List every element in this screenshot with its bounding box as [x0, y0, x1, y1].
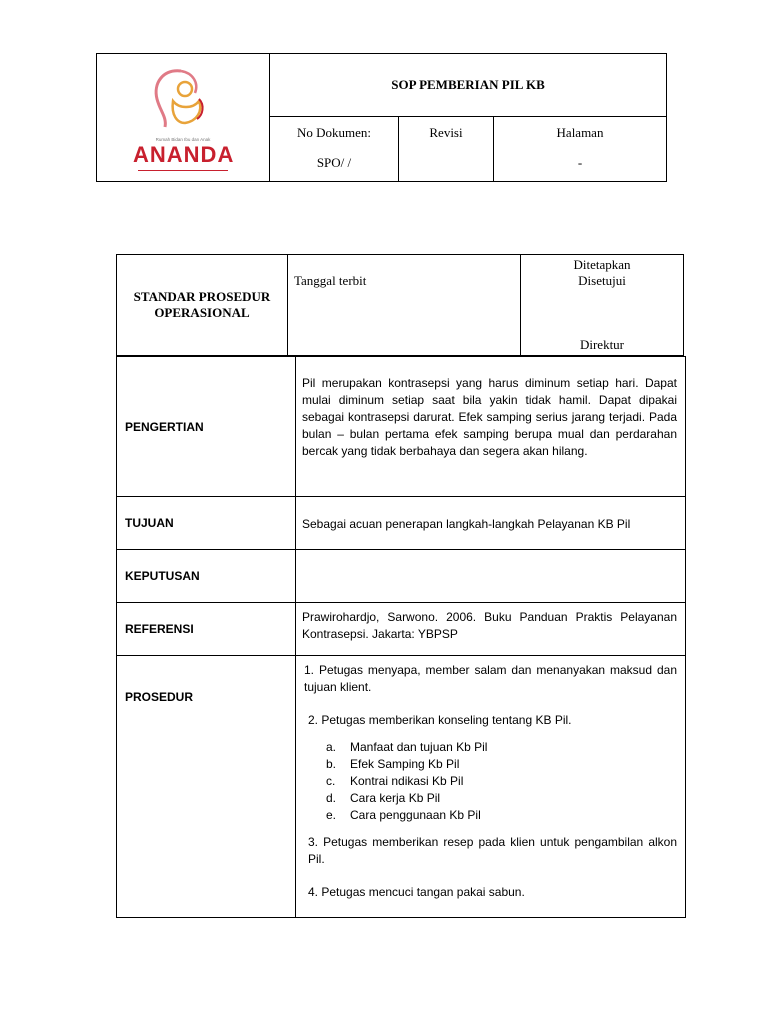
- revisi-label: Revisi: [429, 125, 463, 140]
- keputusan-label: KEPUTUSAN: [117, 550, 296, 603]
- prosedur-label: PROSEDUR: [117, 656, 296, 918]
- list-item: d. Cara kerja Kb Pil: [326, 791, 441, 805]
- halaman-cell: [494, 117, 667, 182]
- row-tujuan: [117, 497, 686, 550]
- standar-line-1: STANDAR PROSEDUR: [133, 289, 271, 304]
- row-keputusan: [117, 550, 686, 603]
- referensi-label: REFERENSI: [117, 603, 296, 656]
- row-referensi: [117, 603, 686, 656]
- header-table: [96, 53, 667, 182]
- ananda-logo: [133, 65, 233, 171]
- logo-cell: [97, 54, 270, 182]
- tujuan-label: TUJUAN: [117, 497, 296, 550]
- revisi-cell: [399, 117, 494, 182]
- no-dokumen-value: SPO/ /: [316, 155, 352, 170]
- pengertian-text: Pil merupakan kontrasepsi yang harus diminum setiap hari. Dapat mulai diminum setiap saat bila yakin tidak hamil. Dapat dipakai sebagai kontrasepsi darurat. Efek samping serius jarang terjadi. Pada bulan – bulan pertama efek samping berupa mual dan perdarahan bercak yang tidak berbahaya dan segera akan hilang.: [296, 357, 686, 497]
- ditetapkan-label: Ditetapkan: [573, 257, 631, 272]
- list-item: a. Manfaat dan tujuan Kb Pil: [326, 740, 488, 754]
- standar-line-2: OPERASIONAL: [154, 305, 250, 320]
- prosedur-step-4: 4. Petugas mencuci tangan pakai sabun.: [308, 885, 525, 899]
- list-item: c. Kontrai ndikasi Kb Pil: [326, 774, 464, 788]
- halaman-value: -: [577, 155, 583, 170]
- direktur-label: Direktur: [579, 337, 625, 352]
- prosedur-step-2: 2. Petugas memberikan konseling tentang KB Pil.: [308, 713, 572, 727]
- tujuan-text: Sebagai acuan penerapan langkah-langkah Pelayanan KB Pil: [296, 497, 686, 550]
- referensi-text: Prawirohardjo, Sarwono. 2006. Buku Panduan Praktis Pelayanan Kontrasepsi. Jakarta: YBPSP: [296, 603, 686, 656]
- disetujui-label: Disetujui: [578, 273, 626, 288]
- logo-wordmark: ANANDA: [133, 141, 235, 167]
- prosedur-sub-list: [304, 739, 677, 824]
- logo-underline: [138, 170, 228, 171]
- keputusan-text: [296, 550, 686, 603]
- list-item: b. Efek Samping Kb Pil: [326, 757, 460, 771]
- pengertian-label: PENGERTIAN: [117, 357, 296, 497]
- prosedur-step-1: 1. Petugas menyapa, member salam dan menanyakan maksud dan tujuan klient.: [304, 663, 677, 694]
- list-item: e. Cara penggunaan Kb Pil: [326, 808, 481, 822]
- standar-prosedur-cell: [117, 255, 288, 356]
- mother-child-logo-icon: [133, 65, 233, 151]
- document-title: SOP PEMBERIAN PIL KB: [270, 54, 667, 117]
- row-pengertian: [117, 357, 686, 497]
- row-prosedur: [117, 656, 686, 918]
- sop-header-table: [116, 254, 684, 356]
- sop-body-table: [116, 356, 686, 918]
- prosedur-content: [296, 656, 686, 918]
- no-dokumen-label: No Dokumen:: [296, 125, 372, 140]
- prosedur-step-3: 3. Petugas memberikan resep pada klien untuk pengambilan alkon Pil.: [308, 835, 677, 866]
- no-dokumen-cell: [270, 117, 399, 182]
- halaman-label: Halaman: [556, 125, 604, 140]
- tanggal-terbit-cell: [288, 255, 521, 356]
- svg-text:Rumah Bidan Ibu dan Anak: Rumah Bidan Ibu dan Anak: [155, 136, 211, 142]
- tanggal-terbit-label: Tanggal terbit: [294, 273, 367, 288]
- pengesahan-cell: [521, 255, 684, 356]
